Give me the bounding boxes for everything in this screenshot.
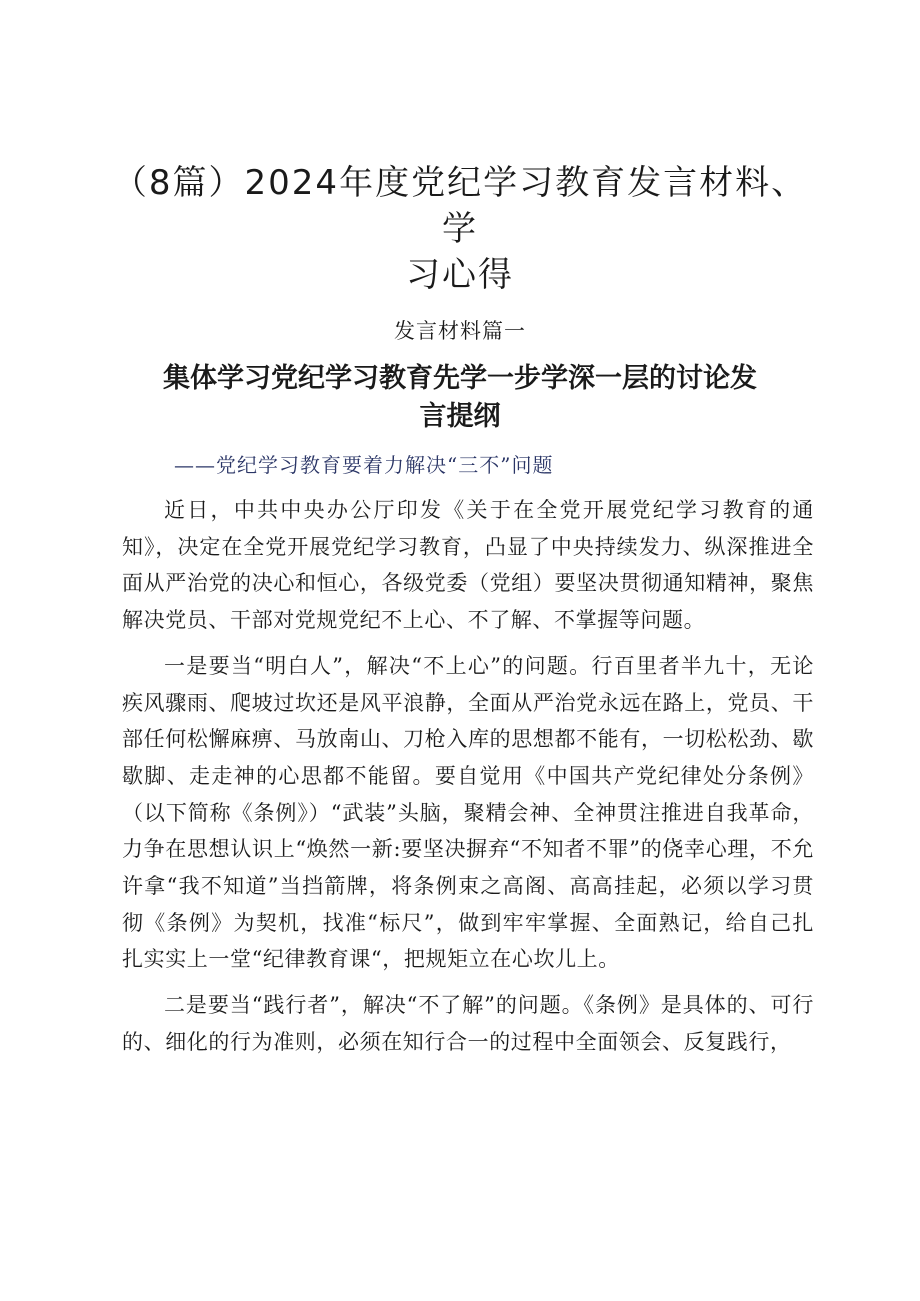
article-title-line-1: 集体学习党纪学习教育先学一步学深一层的讨论发 — [163, 363, 757, 394]
article-title-line-2: 言提纲 — [419, 401, 501, 432]
article-title — [150, 360, 770, 436]
body-text — [122, 492, 814, 1070]
document-title-line-2: 习心得 — [406, 255, 514, 295]
document-title — [110, 160, 810, 298]
article-subtitle: ——党纪学习教育要着力解决“三不”问题 — [174, 453, 554, 477]
paragraph: 二是要当“践行者”，解决“不了解”的问题。《条例》是具体的、可行的、细化的行为准则，必须在知行合一的过程中全面领会、反复践行， — [122, 993, 814, 1054]
paragraph: 近日，中共中央办公厅印发《关于在全党开展党纪学习教育的通知》，决定在全党开展党纪学习教育，凸显了中央持续发力、纵深推进全面从严治党的决心和恒心，各级党委（党组）要坚决贯彻通知精神，聚焦解决党员、干部对党规党纪不上心、不了解、不掌握等问题。 — [122, 498, 814, 633]
paragraph: 一是要当“明白人”，解决“不上心”的问题。行百里者半九十，无论疾风骤雨、爬坡过坎还是风平浪静，全面从严治党永远在路上，党员、干部任何松懈麻痹、马放南山、刀枪入库的思想都不能有，一切松松劲、歇歇脚、走走神的心思都不能留。要自觉用《中国共产党纪律处分条例》（以下简称《条例》）“武装”头脑，聚精会神、全神贯注推进自我革命，力争在思想认识上“焕然一新:要坚决摒弃“不知者不罪”的侥幸心理，不允许拿“我不知道”当挡箭牌，将条例束之高阁、高高挂起，必须以学习贯彻《条例》为契机，找准“标尺”，做到牢牢掌握、全面熟记，给自己扎扎实实上一堂“纪律教育课“，把规矩立在心坎儿上。 — [122, 653, 814, 972]
document-title-line-1: （8篇）2024年度党纪学习教育发言材料、学 — [112, 163, 808, 249]
section-label: 发言材料篇一 — [394, 319, 526, 343]
